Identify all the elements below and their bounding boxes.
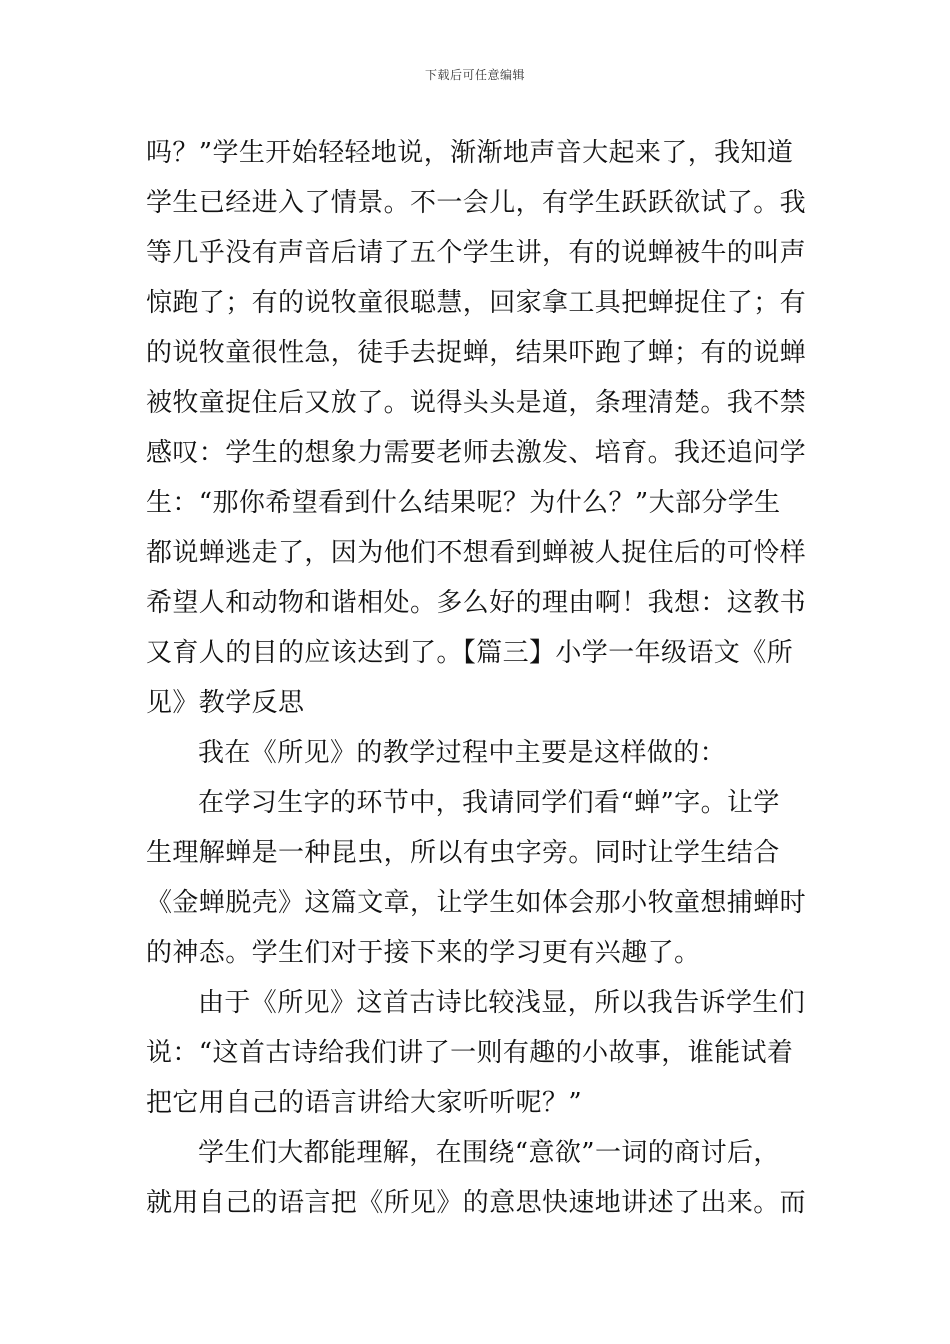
text-line: 说：“这首古诗给我们讲了一则有趣的小故事，谁能试着 xyxy=(146,1038,794,1068)
text-line: 感叹：学生的想象力需要老师去激发、培育。我还追问学 xyxy=(146,438,807,468)
paragraph-first-line: 学生们大都能理解，在围绕“意欲”一词的商讨后， xyxy=(198,1138,780,1168)
text-line: 把它用自己的语言讲给大家听听呢？” xyxy=(146,1088,583,1118)
text-line: 又育人的目的应该达到了。【篇三】小学一年级语文《所 xyxy=(146,638,794,668)
paragraph-first-line: 在学习生字的环节中，我请同学们看“蝉”字。让学 xyxy=(198,788,780,818)
text-line: 的说牧童很性急，徒手去捉蝉，结果吓跑了蝉；有的说蝉 xyxy=(146,338,807,368)
document-body xyxy=(146,128,810,1228)
text-line: 就用自己的语言把《所见》的意思快速地讲述了出来。而 xyxy=(146,1188,807,1218)
page-header: 下载后可任意编辑 xyxy=(424,68,525,82)
paragraph-first-line: 我在《所见》的教学过程中主要是这样做的： xyxy=(198,738,727,768)
text-line: 吗？”学生开始轻轻地说，渐渐地声音大起来了，我知道 xyxy=(146,138,794,168)
text-line: 生：“那你希望看到什么结果呢？为什么？”大部分学生 xyxy=(146,488,781,518)
text-line: 见》教学反思 xyxy=(146,688,305,718)
text-line: 的神态。学生们对于接下来的学习更有兴趣了。 xyxy=(146,938,701,968)
text-line: 都说蝉逃走了，因为他们不想看到蝉被人捉住后的可怜样 xyxy=(146,538,807,568)
text-line: 等几乎没有声音后请了五个学生讲，有的说蝉被牛的叫声 xyxy=(146,238,807,268)
text-line: 学生已经进入了情景。不一会儿，有学生跃跃欲试了。我 xyxy=(146,188,807,218)
text-line: 被牧童捉住后又放了。说得头头是道，条理清楚。我不禁 xyxy=(146,388,807,418)
text-line: 生理解蝉是一种昆虫，所以有虫字旁。同时让学生结合 xyxy=(146,838,780,868)
paragraph-first-line: 由于《所见》这首古诗比较浅显，所以我告诉学生们 xyxy=(198,988,806,1018)
text-line: 惊跑了；有的说牧童很聪慧，回家拿工具把蝉捉住了；有 xyxy=(146,288,807,318)
text-line: 《金蝉脱壳》这篇文章，让学生如体会那小牧童想捕蝉时 xyxy=(146,888,807,918)
text-line: 希望人和动物和谐相处。多么好的理由啊！我想：这教书 xyxy=(146,588,807,618)
